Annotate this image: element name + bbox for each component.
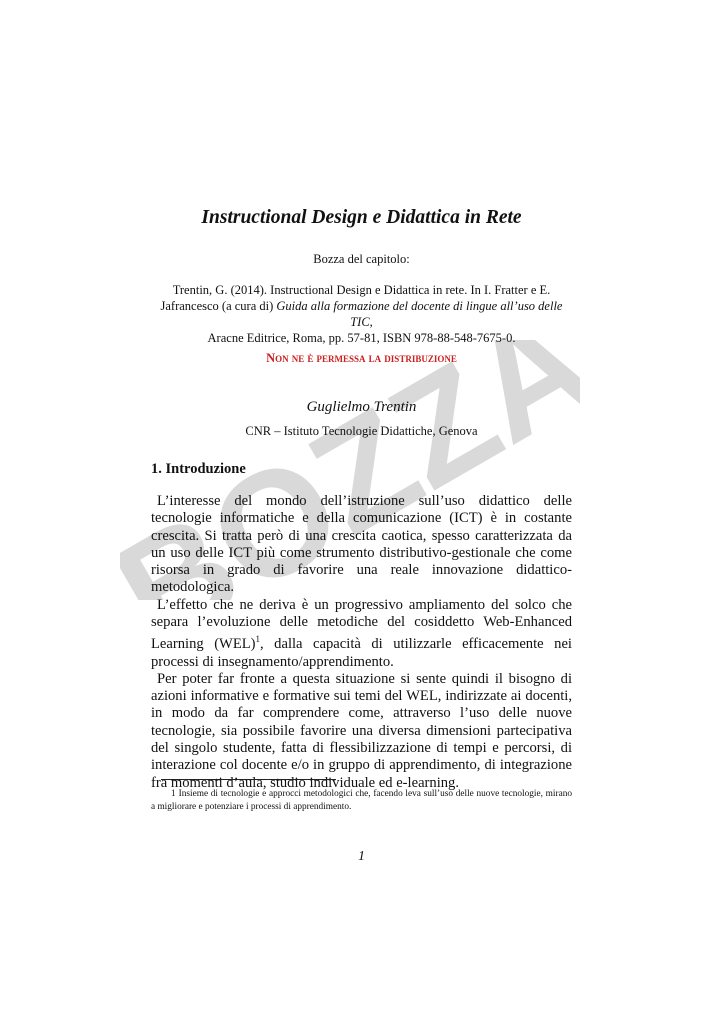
citation-line2-prefix: Jafrancesco (a cura di) [160,299,277,313]
draft-label: Bozza del capitolo: [313,252,410,266]
paragraph [151,597,572,671]
paragraph-text: , dalla capacità di utilizzarle efficacemente nei processi di insegnamento/apprendimento. [151,636,572,670]
footnote-text: Insieme di tecnologie e approcci metodologici che, facendo leva sull’uso delle nuove tecnologie, mirano a migliorare e potenziare i processi di apprendimento. [151,789,572,812]
paragraph: L’interesse del mondo dell’istruzione sull’uso didattico delle tecnologie informatiche e della comunicazione (ICT) è in costante crescita. Si tratta però di una crescita caotica, spesso caratterizzata da un uso delle ICT più come strumento distributivo-gestionale che come risorsa in grado di favorire una reale innovazione didattico-metodologica. [151,493,572,596]
paragraph: Per poter far fronte a questa situazione si sente quindi il bisogno di azioni informative e formative sui temi del WEL, indirizzate ai docenti, in modo da far comprendere come, attraverso l’uso delle nuove tecnologie, sia possibile favorire una diversa dimensioni partecipativa del singolo studente, fatta di flessibilizzazione di tempi e percorsi, di interazione col docente e/o in gruppo di apprendimento, di integrazione fra momenti d’aula, studio individuale ed e-learning. [151,670,572,791]
citation-line3: Aracne Editrice, Roma, pp. 57-81, ISBN 978-88-548-7675-0. [207,331,516,345]
paragraph-text: L’effetto che ne deriva è un progressivo ampliamento del solco che separa l’evoluzione delle metodiche del cosiddetto Web-Enhanced Learning (WEL) [151,596,572,653]
author-name: Guglielmo Trentin [306,399,417,415]
citation-line2-suffix: , [369,315,373,329]
citation-line1: Trentin, G. (2014). Instructional Design e Didattica in rete. In I. Fratter e E. [172,283,551,297]
section-heading: 1. Introduzione [151,461,246,477]
citation-book-title: Guida alla formazione del docente di lingue all’uso delle TIC [276,299,563,329]
watermark-text: BOZZA [120,340,580,600]
footnote-number: 1 [171,789,176,799]
page-number: 1 [358,849,365,864]
footnote [151,788,572,814]
author-affiliation: CNR – Istituto Tecnologie Didattiche, Genova [245,424,478,438]
footnote-reference[interactable]: 1 [255,634,261,645]
citation [150,282,573,346]
distribution-notice: Non ne è permessa la distribuzione [266,351,457,365]
section-body [151,493,572,792]
document-title: Instructional Design e Didattica in Rete [201,207,522,228]
footnote-divider [161,779,336,780]
